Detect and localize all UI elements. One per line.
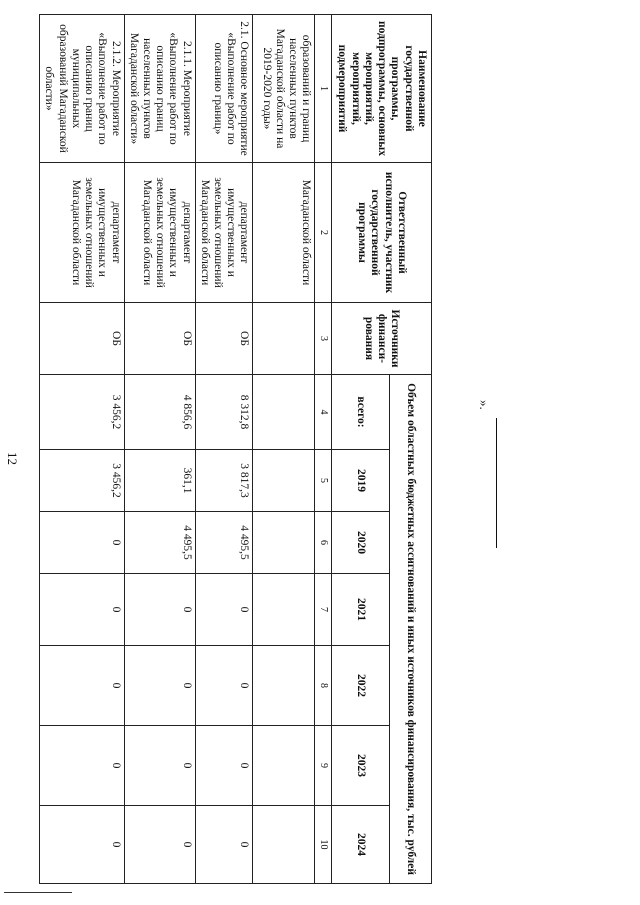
row-name: образований и границ населенных пунктов Магаданской области на 2019-2020 годы»	[253, 15, 315, 163]
row-value: 0	[195, 806, 253, 884]
header-total: всего:	[332, 375, 390, 450]
row-total: 4 856,6	[124, 375, 195, 450]
column-number: 2	[315, 163, 332, 303]
row-value: 0	[40, 646, 124, 726]
row-value: 0	[124, 806, 195, 884]
row-value: 0	[40, 726, 124, 806]
row-value: 0	[195, 646, 253, 726]
header-source: Источники финанси-рования	[332, 303, 432, 375]
column-number: 4	[315, 375, 332, 450]
budget-table	[39, 14, 432, 884]
row-value: 0	[124, 574, 195, 646]
row-value: 0	[40, 806, 124, 884]
row-value: 361,1	[124, 450, 195, 512]
header-year: 2020	[332, 512, 390, 574]
column-number: 3	[315, 303, 332, 375]
footer-rule	[4, 892, 72, 893]
row-source: ОБ	[124, 303, 195, 375]
row-name: 2.1. Основное мероприятие «Выполнение работ по описанию границ»	[195, 15, 253, 163]
column-number: 1	[315, 15, 332, 163]
row-value: 0	[124, 646, 195, 726]
table-row	[195, 15, 253, 884]
row-value: 3 817,3	[195, 450, 253, 512]
row-value: 3 456,2	[40, 450, 124, 512]
budget-table-rotated	[43, 14, 432, 883]
page-number: 12	[5, 452, 20, 465]
row-source: ОБ	[195, 303, 253, 375]
header-executor: Ответственный исполнитель, участник государственной программы	[332, 163, 432, 303]
row-source	[253, 303, 315, 375]
row-value: 4 495,5	[195, 512, 253, 574]
row-name: 2.1.1. Мероприятие «Выполнение работ по описанию границ населенных пунктов Магаданской области»	[124, 15, 195, 163]
row-total: 8 312,8	[195, 375, 253, 450]
row-value	[253, 450, 315, 512]
row-executor: департамент имущественных и земельных отношений Магаданской области	[124, 163, 195, 303]
row-total: 3 456,2	[40, 375, 124, 450]
row-total	[253, 375, 315, 450]
table-row	[124, 15, 195, 884]
row-executor: Магаданской области	[253, 163, 315, 303]
row-value: 4 495,5	[124, 512, 195, 574]
row-executor: департамент имущественных и земельных отношений Магаданской области	[195, 163, 253, 303]
column-number: 10	[315, 806, 332, 884]
column-number: 9	[315, 726, 332, 806]
row-name: 2.1.2. Мероприятие «Выполнение работ по описанию границ муниципальных образований Магаданской области»	[40, 15, 124, 163]
column-number: 8	[315, 646, 332, 726]
column-number: 5	[315, 450, 332, 512]
header-year: 2021	[332, 574, 390, 646]
row-value	[253, 646, 315, 726]
row-source: ОБ	[40, 303, 124, 375]
row-value	[253, 806, 315, 884]
row-executor: департамент имущественных и земельных отношений Магаданской области	[40, 163, 124, 303]
row-value	[253, 726, 315, 806]
column-number-row	[315, 15, 332, 884]
column-number: 6	[315, 512, 332, 574]
column-number: 7	[315, 574, 332, 646]
row-value: 0	[195, 726, 253, 806]
row-value: 0	[195, 574, 253, 646]
header-name: Наименование государственной программы, подпрограммы, основных мероприятий, мероприятий, подмероприятий	[332, 15, 432, 163]
header-row-1	[390, 15, 432, 884]
header-year: 2022	[332, 646, 390, 726]
header-funding-group: Объем областных бюджетных ассигнований и иных источников финансирования, тыс. рублей	[390, 375, 432, 884]
header-year: 2024	[332, 806, 390, 884]
row-value: 0	[40, 574, 124, 646]
row-value: 0	[40, 512, 124, 574]
table-row	[253, 15, 315, 884]
closing-divider	[496, 418, 497, 548]
header-year: 2019	[332, 450, 390, 512]
row-value: 0	[124, 726, 195, 806]
row-value	[253, 512, 315, 574]
row-value	[253, 574, 315, 646]
closing-quote: ».	[477, 400, 492, 410]
table-row	[40, 15, 124, 884]
header-year: 2023	[332, 726, 390, 806]
